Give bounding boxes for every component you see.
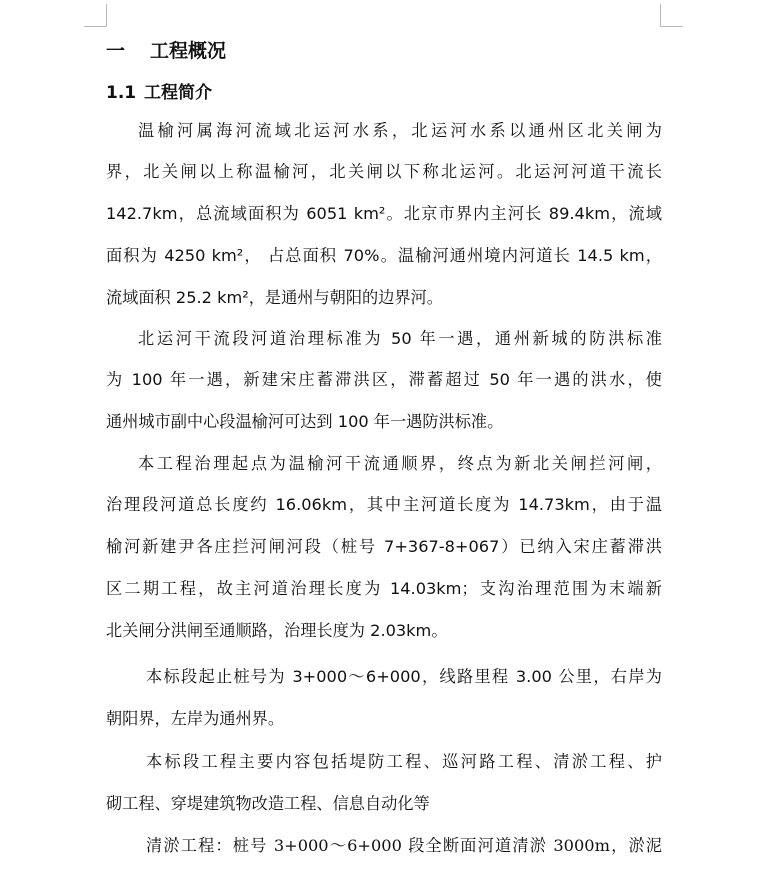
heading-2-number: 1.1	[106, 83, 137, 103]
paragraph-4-line-1: 本标段起止桩号为 3+000～6+000，线路里程 3.00 公里，右岸为	[146, 667, 662, 686]
paragraph-1-line-1: 温榆河属海河流域北运河水系，北运河水系以通州区北关闸为	[138, 121, 662, 140]
paragraph-4-line-2: 朝阳界，左岸为通州界。	[106, 709, 285, 728]
paragraph-1-line-2: 界，北关闸以上称温榆河，北关闸以下称北运河。北运河河道干流长	[106, 162, 662, 181]
paragraph-6-line-1: 清淤工程：桩号 3+000～6+000 段全断面河道清淤 3000m，淤泥	[146, 836, 662, 855]
heading-2-title: 工程简介	[144, 83, 212, 103]
paragraph-1-line-4: 面积为 4250 km²， 占总面积 70%。温榆河通州境内河道长 14.5 km，	[106, 246, 662, 265]
paragraph-5-line-1: 本标段工程主要内容包括堤防工程、巡河路工程、清淤工程、护	[146, 752, 662, 771]
heading-2	[106, 78, 212, 103]
paragraph-3-line-1: 本工程治理起点为温榆河干流通顺界，终点为新北关闸拦河闸，	[138, 454, 662, 473]
heading-1	[106, 36, 226, 63]
paragraph-3-line-4: 区二期工程，故主河道治理长度为 14.03km；支沟治理范围为末端新	[106, 579, 662, 598]
paragraph-3-line-3: 榆河新建尹各庄拦河闸河段（桩号 7+367-8+067）已纳入宋庄蓄滞洪	[106, 537, 662, 556]
heading-1-title: 工程概况	[150, 40, 227, 62]
paragraph-1-line-3: 142.7km，总流域面积为 6051 km²。北京市界内主河长 89.4km，流域	[106, 204, 662, 223]
paragraph-3-line-5: 北关闸分洪闸至通顺路，治理长度为 2.03km。	[106, 621, 448, 640]
paragraph-2-line-1: 北运河干流段河道治理标准为 50 年一遇，通州新城的防洪标准	[138, 329, 662, 348]
paragraph-2-line-3: 通州城市副中心段温榆河可达到 100 年一遇防洪标准。	[106, 412, 504, 431]
paragraph-2-line-2: 为 100 年一遇，新建宋庄蓄滞洪区，滞蓄超过 50 年一遇的洪水，使	[106, 370, 662, 389]
paragraph-1-line-5: 流域面积 25.2 km²，是通州与朝阳的边界河。	[106, 288, 443, 307]
paragraph-5-line-2: 砌工程、穿堤建筑物改造工程、信息自动化等	[106, 794, 430, 813]
heading-1-number: 一	[106, 40, 126, 62]
paragraph-3-line-2: 治理段河道总长度约 16.06km，其中主河道长度为 14.73km，由于温	[106, 495, 662, 514]
